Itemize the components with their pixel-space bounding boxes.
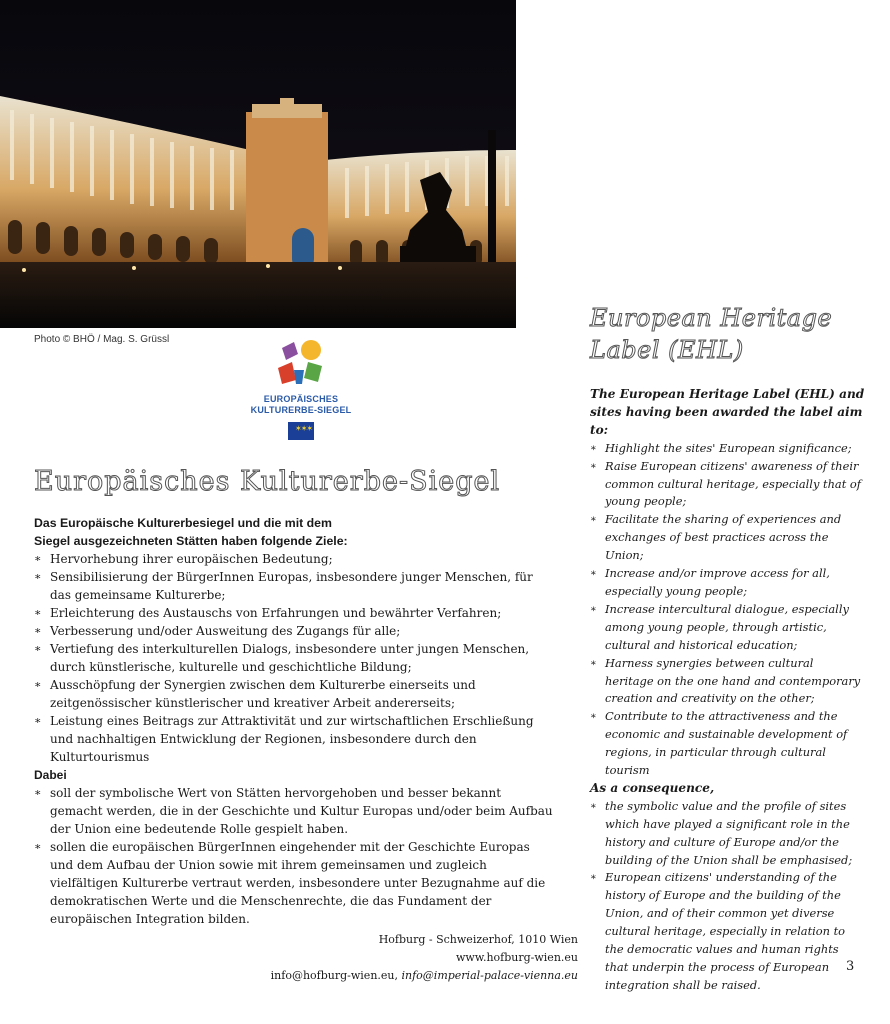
english-title-line1: European Heritage <box>590 304 833 332</box>
german-lead-line1: Das Europäische Kulturerbesiegel und die mit dem <box>34 516 332 530</box>
german-title: Europäisches Kulturerbe-Siegel <box>34 466 501 497</box>
list-item: ∗ Facilitate the sharing of experiences and exchanges of best practices across the Union; <box>590 511 865 565</box>
english-title <box>590 302 870 366</box>
german-lead-line2: Siegel ausgezeichneten Stätten haben folgende Ziele: <box>34 534 348 548</box>
eu-flag-icon: ✶✶✶ <box>288 422 314 440</box>
heritage-label-logo <box>244 340 358 444</box>
list-item: ∗ Leistung eines Beitrags zur Attraktivität und zur wirtschaftlichen Erschließung und nachhaltigen Entwicklung der Regionen, insbesondere durch den Kulturtourismus <box>34 712 554 766</box>
german-text-column <box>34 514 554 928</box>
list-item: ∗ Increase and/or improve access for all, especially young people; <box>590 565 865 601</box>
german-consequences-list <box>34 784 554 928</box>
english-goals-list <box>590 440 865 780</box>
english-lead: The European Heritage Label (EHL) and sites having been awarded the label aim to: <box>590 387 865 437</box>
list-item: ∗ Erleichterung des Austauschs von Erfahrungen und bewährter Verfahren; <box>34 604 554 622</box>
list-item: ∗ the symbolic value and the profile of sites which have played a significant role in the history and culture of Europe and/or the building of the Union shall be emphasised; <box>590 798 865 870</box>
list-item: ∗ Increase intercultural dialogue, especially among young people, through artistic, cultural and historical education; <box>590 601 865 655</box>
logo-text-line1: EUROPÄISCHES <box>263 394 339 404</box>
address: Hofburg - Schweizerhof, 1010 Wien <box>378 933 578 946</box>
page-number: 3 <box>846 959 855 974</box>
email-link-de[interactable]: info@hofburg-wien.eu, <box>270 969 398 982</box>
list-item: ∗ Highlight the sites' European significance; <box>590 440 865 458</box>
list-item: ∗ Contribute to the attractiveness and the economic and sustainable development of regions, in particular through cultural tourism <box>590 708 865 780</box>
list-item: ∗ Hervorhebung ihrer europäischen Bedeutung; <box>34 550 554 568</box>
list-item: ∗ sollen die europäischen BürgerInnen eingehender mit der Geschichte Europas und dem Aufbau der Union sowie mit ihrem gemeinsamen und zugleich vielfältigen Kulturerbe vertraut werden, insbesondere unter Bezugnahme auf die demokratischen Werte und die Menschenrechte, die das Fundament der europäischen Integration bilden. <box>34 838 554 928</box>
list-item: ∗ Sensibilisierung der BürgerInnen Europas, insbesondere junger Menschen, für das gemeinsame Kulturerbe; <box>34 568 554 604</box>
list-item: ∗ European citizens' understanding of the history of Europe and the building of the Union, and of their common yet diverse cultural heritage, especially in relation to the democratic values and human rights that underpin the process of European integration shall be raised. <box>590 869 865 994</box>
english-title-line2: Label (EHL) <box>590 336 744 364</box>
photo-credit: Photo © BHÖ / Mag. S. Grüssl <box>34 334 170 345</box>
logo-text-line2: KULTURERBE-SIEGEL <box>250 405 352 415</box>
list-item: ∗ soll der symbolische Wert von Stätten hervorgehoben und besser bekannt gemacht werden, die in der Geschichte und Kultur Europas und/oder beim Aufbau der Union eine bedeutende Rolle gespielt haben. <box>34 784 554 838</box>
english-sub-heading: As a consequence, <box>590 780 715 795</box>
english-text-column <box>590 386 865 995</box>
hofburg-night-photo <box>0 0 516 328</box>
email-link-en[interactable]: info@imperial-palace-vienna.eu <box>401 969 578 982</box>
heritage-flower-icon <box>276 340 326 388</box>
english-consequences-list <box>590 798 865 995</box>
palace-illustration <box>0 0 516 328</box>
website-link[interactable]: www.hofburg-wien.eu <box>456 951 578 964</box>
list-item: ∗ Verbesserung und/oder Ausweitung des Zugangs für alle; <box>34 622 554 640</box>
german-sub-heading: Dabei <box>34 768 67 782</box>
list-item: ∗ Vertiefung des interkulturellen Dialogs, insbesondere unter jungen Menschen, durch künstlerische, kulturelle und geschichtliche Bildung; <box>34 640 554 676</box>
contact-block <box>271 931 578 985</box>
german-goals-list <box>34 550 554 766</box>
list-item: ∗ Harness synergies between cultural heritage on the one hand and contemporary creation and creativity on the other; <box>590 655 865 709</box>
list-item: ∗ Raise European citizens' awareness of their common cultural heritage, especially that of young people; <box>590 458 865 512</box>
list-item: ∗ Ausschöpfung der Synergien zwischen dem Kulturerbe einerseits und zeitgenössischer künstlerischer und kreativer Arbeit andererseits; <box>34 676 554 712</box>
